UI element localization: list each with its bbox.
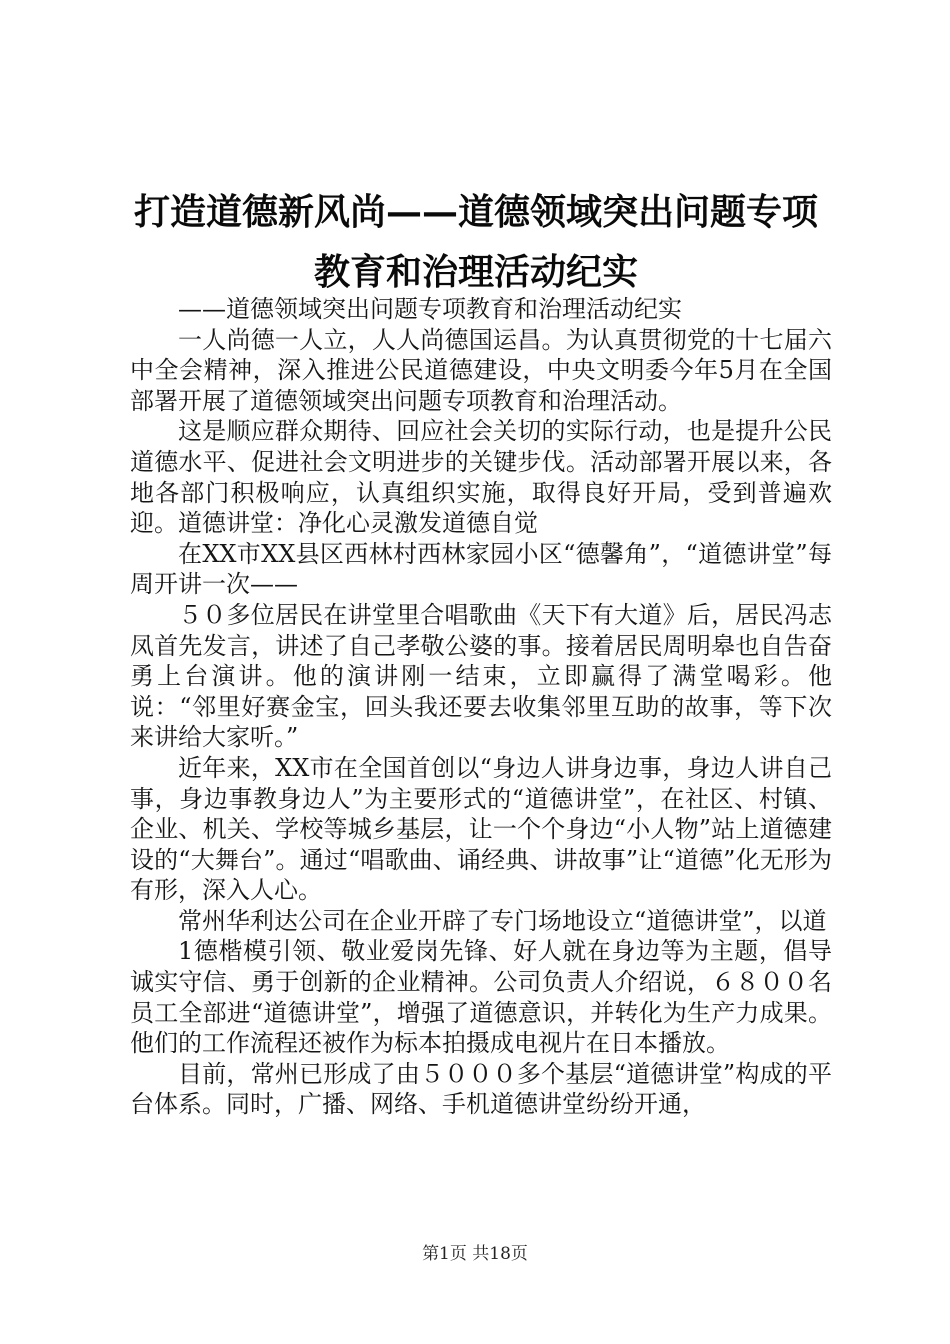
paragraph: 在XX市XX县区西林村西林家园小区“德馨角”，“道德讲堂”每周开讲一次—— — [130, 539, 832, 599]
paragraph: 这是顺应群众期待、回应社会关切的实际行动，也是提升公民道德水平、促进社会文明进步的关键步伐。活动部署开展以来，各地各部门积极响应，认真组织实施，取得良好开局，受到普遍欢迎。道德讲堂：净化心灵激发道德自觉 — [130, 417, 832, 538]
document-body — [130, 294, 832, 1120]
document-title: 打造道德新风尚——道德领域突出问题专项教育和治理活动纪实 — [133, 191, 818, 293]
paragraph: 1德楷模引领、敬业爱岗先锋、好人就在身边等为主题，倡导诚实守信、勇于创新的企业精神。公司负责人介绍说，６８００名员工全部进“道德讲堂”，增强了道德意识，并转化为生产力成果。他们的工作流程还被作为标本拍摄成电视片在日本播放。 — [130, 937, 832, 1058]
paragraph: 近年来，XX市在全国首创以“身边人讲身边事，身边人讲自己事，身边事教身边人”为主要形式的“道德讲堂”，在社区、村镇、企业、机关、学校等城乡基层，让一个个身边“小人物”站上道德建设的“大舞台”。通过“唱歌曲、诵经典、讲故事”让“道德”化无形为有形，深入人心。 — [130, 753, 832, 905]
paragraph: 常州华利达公司在企业开辟了专门场地设立“道德讲堂”，以道 — [178, 906, 827, 935]
paragraph: ５０多位居民在讲堂里合唱歌曲《天下有大道》后，居民冯志凤首先发言，讲述了自己孝敬公婆的事。接着居民周明皋也自告奋勇上台演讲。他的演讲刚一结束，立即赢得了满堂喝彩。他说：“邻里好赛金宝，回头我还要去收集邻里互助的故事，等下次来讲给大家听。” — [130, 600, 832, 752]
document-subtitle: ——道德领域突出问题专项教育和治理活动纪实 — [178, 295, 682, 323]
page-number-footer: 第1页 共18页 — [422, 1244, 528, 1264]
paragraph: 一人尚德一人立，人人尚德国运昌。为认真贯彻党的十七届六中全会精神，深入推进公民道德建设，中央文明委今年5月在全国部署开展了道德领域突出问题专项教育和治理活动。 — [130, 325, 832, 415]
paragraph: 目前，常州已形成了由５０００多个基层“道德讲堂”构成的平台体系。同时，广播、网络、手机道德讲堂纷纷开通， — [130, 1059, 832, 1119]
